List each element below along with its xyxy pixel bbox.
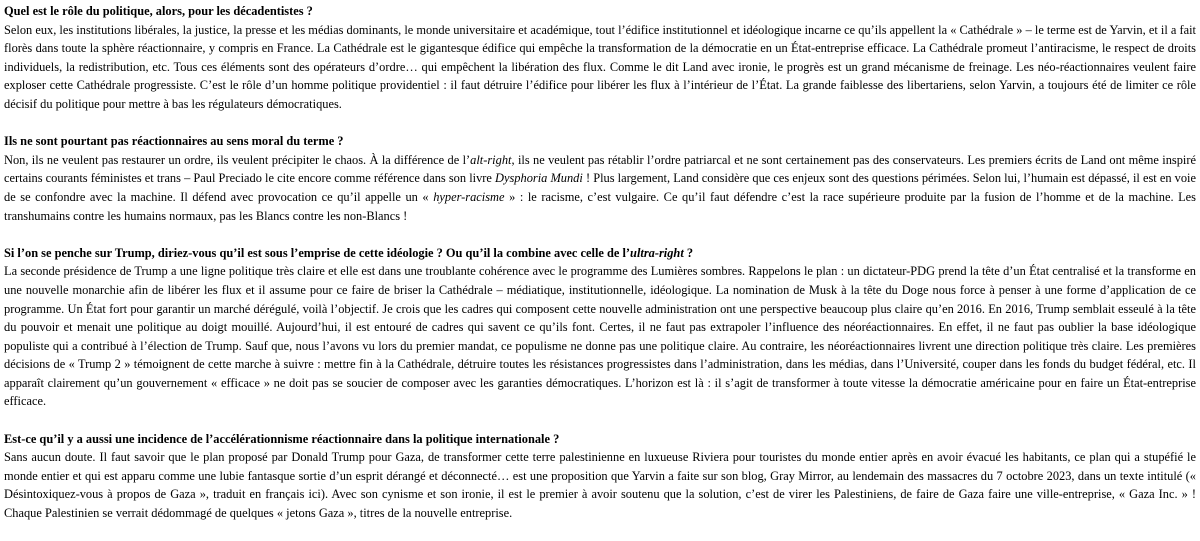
question-heading: Est-ce qu’il y a aussi une incidence de l’accélérationnisme réactionnaire dans la politique internationale ? — [4, 431, 560, 446]
answer-text: » : le racisme, c’est vulgaire. Ce qu’il faut défendre c’est la race supérieure produite par la fusion de l’homme et de la machine. Les transhumains contre les humains normaux, pas les Blancs contre les non-Blancs ! — [4, 189, 1196, 223]
italic-term: alt-right — [470, 152, 512, 167]
question-text: ? — [683, 245, 694, 260]
article-body — [4, 2, 1196, 541]
question-text: Si l’on se penche sur Trump, diriez-vous qu’il est sous l’emprise de cette idéologie ? Ou qu’il la combine avec celle de l’ — [4, 245, 631, 260]
answer-text: , ils ne veulent pas rétablir l’ordre patriarcal et ne sont certainement pas des conservateurs. Les premiers écrits de Land ont même inspiré certains courants féministes et trans – Paul Preciado le cite encore comme référence dans son livre — [4, 152, 1196, 186]
qa-section-4 — [4, 430, 1196, 523]
qa-section-1 — [4, 2, 1196, 114]
answer-paragraph — [4, 448, 1196, 522]
answer-text: Selon eux, les institutions libérales, la justice, la presse et les médias dominants, le monde universitaire et académique, tout l’édifice institutionnel et idéologique incarne ce qu’ils appellent la « Cathédrale » – le terme est de Yarvin, et il a fait florès dans toute la sphère réactionnaire, y compris en France. La Cathédrale est le gigantesque édifice qui empêche la transformation de la démocratie en un État-entreprise efficace. La Cathédrale promeut l’antiracisme, le respect de droits individuels, la redistribution, etc. Tous ces éléments sont des opérateurs d’ordre… qui empêchent la libération des flux. Comme le dit Land avec ironie, le progrès est un grand mécanisme de freinage. Les néo-réactionnaires veulent faire exploser cette Cathédrale progressiste. C’est le rôle d’un homme politique providentiel : il faut détruire l’édifice pour libérer les flux à l’intérieur de l’État. La grande faiblesse des libertariens, selon Yarvin, a toujours été de limiter ce rôle décisif du politique pour mettre à bas les régulateurs démocratiques. — [4, 22, 1196, 111]
qa-section-3 — [4, 244, 1196, 411]
question-heading: Quel est le rôle du politique, alors, pour les décadentistes ? — [4, 4, 313, 18]
answer-text: Sans aucun doute. Il faut savoir que le plan proposé par Donald Trump pour Gaza, de transformer cette terre palestinienne en luxueuse Riviera pour touristes du monde entier après en avoir évacué les habitants, ce plan qui a stupéfié le monde entier et qui est apparu comme une lubie fantasque sortie d’un esprit dérangé et déconnecté… est une proposition que Yarvin a faite sur son blog, Gray Mirror, au lendemain des massacres du 7 octobre 2023, dans un texte intitulé (« Désintoxiquez-vous à propos de Gaza », traduit en français ici). Avec son cynisme et son ironie, il est le premier à avoir soutenu que la solution, c’est de virer les Palestiniens, de faire de Gaza faire une ville-entreprise, « Gaza Inc. » ! Chaque Palestinien se verrait dédommagé de quelques « jetons Gaza », titres de la nouvelle entreprise. — [4, 450, 1196, 521]
answer-text: La seconde présidence de Trump a une ligne politique très claire et elle est dans une troublante cohérence avec le programme des Lumières sombres. Rappelons le plan : un dictateur-PDG prend la tête d’un État centralisé et la transforme en une nouvelle monarchie afin de libérer les flux et il assume pour ce faire de briser la Cathédrale – médiatique, institutionnelle, idéologique. La nomination de Musk à la tête du Doge nous force à penser à une forme d’application de ce programme. Un État fort pour garantir un marché dérégulé, voilà l’objectif. Je crois que les cadres qui composent cette nouvelle administration ont une perspective beaucoup plus claire qu’en 2016. En 2016, Trump semblait esseulé à la tête du pouvoir et menait une politique au doigt mouillé. Aujourd’hui, il est entouré de cadres qui savent ce qu’ils font. Certes, il ne faut pas extrapoler l’influence des néoréactionnaires. En effet, il ne faut pas oublier la base idéologique populiste qui a contribué à l’élection de Trump. Sauf que, nous l’avons vu lors du premier mandat, ce populisme ne donne pas une politique claire. Au contraire, les néoréactionnaires livrent une direction politique très claire. Les premières décisions de « Trump 2 » témoignent de cette marche à suivre : mettre fin à la Cathédrale, détruire toutes les résistances progressistes dans l’administration, dans les médias, dans l’Université, couper dans les fonds du budget fédéral, etc. Il apparaît clairement qu’un gouvernement « efficace » ne doit pas se soucier de composer avec les garanties démocratiques. L’horizon est là : il s’agit de transformer à toute vitesse la démocratie américaine pour en faire un État-entreprise efficace. — [4, 264, 1196, 409]
answer-text: Non, ils ne veulent pas restaurer un ordre, ils veulent précipiter le chaos. À la différence de l’ — [4, 152, 471, 167]
italic-term: hyper-racisme — [433, 189, 505, 204]
book-title: Dysphoria Mundi — [495, 171, 583, 186]
italic-term: ultra-right — [630, 245, 684, 260]
answer-paragraph — [4, 151, 1196, 225]
question-heading — [4, 244, 1196, 263]
answer-paragraph — [4, 262, 1196, 411]
answer-paragraph — [4, 21, 1196, 114]
answer-text: ! Plus largement, Land considère que ces enjeux sont des questions périmées. Selon lui, l’humain est dépassé, il est en voie de se confondre avec la machine. Il défend avec provocation ce qu’il appelle un « — [4, 171, 1196, 204]
qa-section-2 — [4, 132, 1196, 225]
question-heading: Ils ne sont pourtant pas réactionnaires au sens moral du terme ? — [4, 134, 344, 149]
